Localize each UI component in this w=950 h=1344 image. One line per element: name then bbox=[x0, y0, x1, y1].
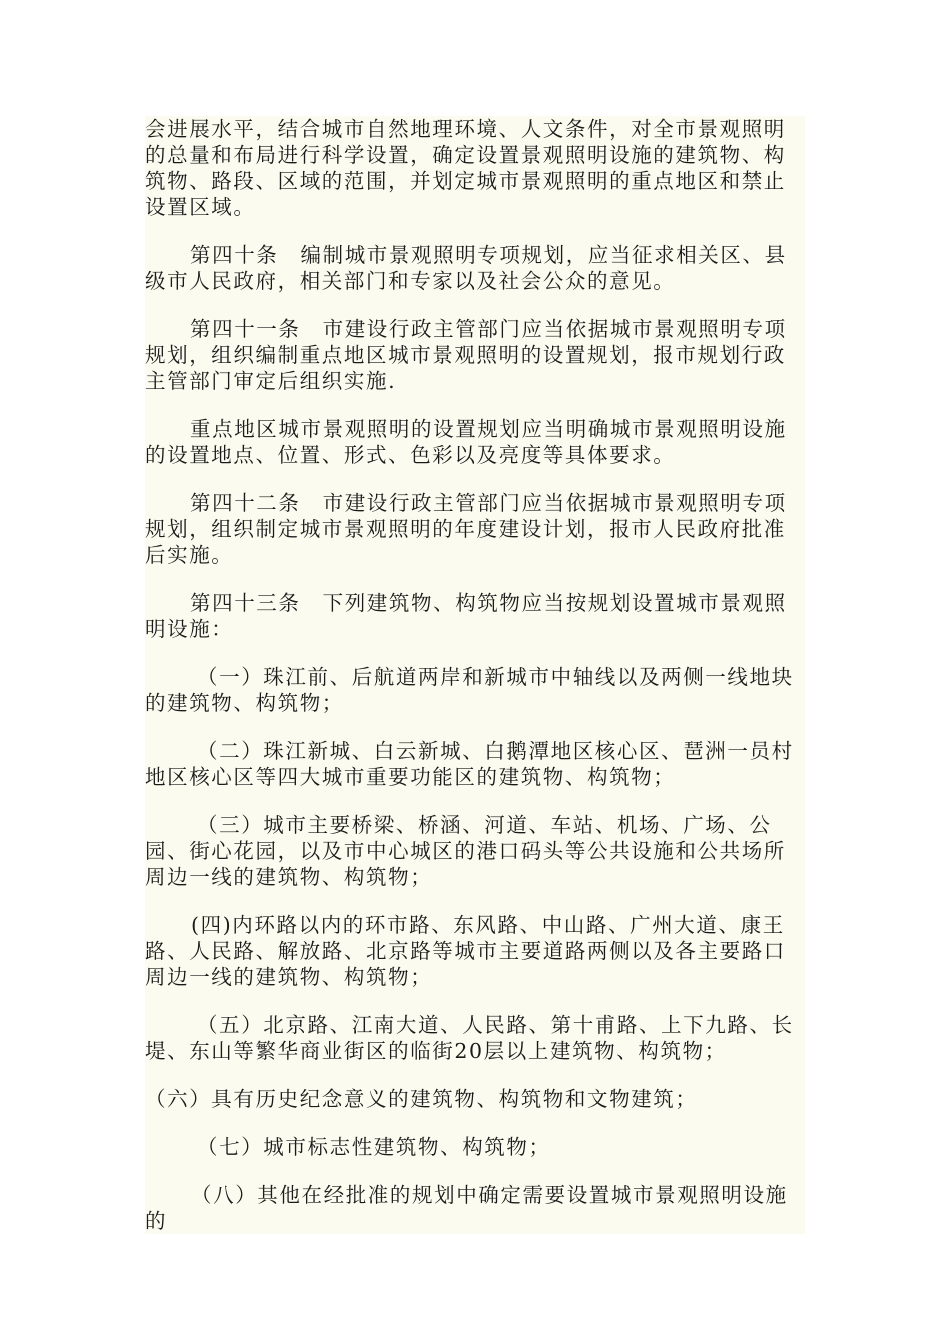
list-item-7: （七）城市标志性建筑物、构筑物； bbox=[197, 1135, 551, 1159]
list-item-3: （三）城市主要桥梁、桥涵、河道、车站、机场、广场、公园、街心花园，以及市中心城区的港口码头等公共设施和公共场所周边一线的建筑物、构筑物； bbox=[145, 813, 786, 889]
list-item-4: (四)内环路以内的环市路、东风路、中山路、广州大道、康王路、人民路、解放路、北京路等城市主要道路两侧以及各主要路口周边一线的建筑物、构筑物； bbox=[145, 913, 786, 989]
paragraph-article-41-detail: 重点地区城市景观照明的设置规划应当明确城市景观照明设施的设置地点、位置、形式、色彩以及亮度等具体要求。 bbox=[145, 417, 787, 467]
list-item-2: （二）珠江新城、白云新城、白鹅潭地区核心区、琶洲一员村地区核心区等四大城市重要功能区的建筑物、构筑物； bbox=[145, 739, 794, 789]
paragraph-article-43: 第四十三条 下列建筑物、构筑物应当按规划设置城市景观照明设施： bbox=[145, 591, 787, 641]
list-item-6: （六）具有历史纪念意义的建筑物、构筑物和文物建筑； bbox=[145, 1087, 698, 1111]
paragraph-continuation: 会进展水平，结合城市自然地理环境、人文条件，对全市景观照明的总量和布局进行科学设置，确定设置景观照明设施的建筑物、构筑物、路段、区域的范围，并划定城市景观照明的重点地区和禁止设置区域。 bbox=[145, 117, 786, 219]
paragraph-article-42: 第四十二条 市建设行政主管部门应当依据城市景观照明专项规划，组织制定城市景观照明的年度建设计划，报市人民政府批准后实施。 bbox=[145, 491, 787, 567]
paragraph-article-40: 第四十条 编制城市景观照明专项规划，应当征求相关区、县级市人民政府，相关部门和专家以及社会公众的意见。 bbox=[145, 243, 787, 293]
list-item-1: （一）珠江前、后航道两岸和新城市中轴线以及两侧一线地块的建筑物、构筑物； bbox=[145, 665, 794, 715]
regulation-text-body bbox=[145, 116, 805, 1234]
list-item-5: （五）北京路、江南大道、人民路、第十甫路、上下九路、长堤、东山等繁华商业街区的临街20层以上建筑物、构筑物； bbox=[145, 1013, 794, 1063]
paragraph-article-41: 第四十一条 市建设行政主管部门应当依据城市景观照明专项规划，组织编制重点地区城市景观照明的设置规划，报市规划行政主管部门审定后组织实施. bbox=[145, 317, 787, 393]
list-item-8: （八）其他在经批准的规划中确定需要设置城市景观照明设施的 bbox=[145, 1183, 788, 1233]
